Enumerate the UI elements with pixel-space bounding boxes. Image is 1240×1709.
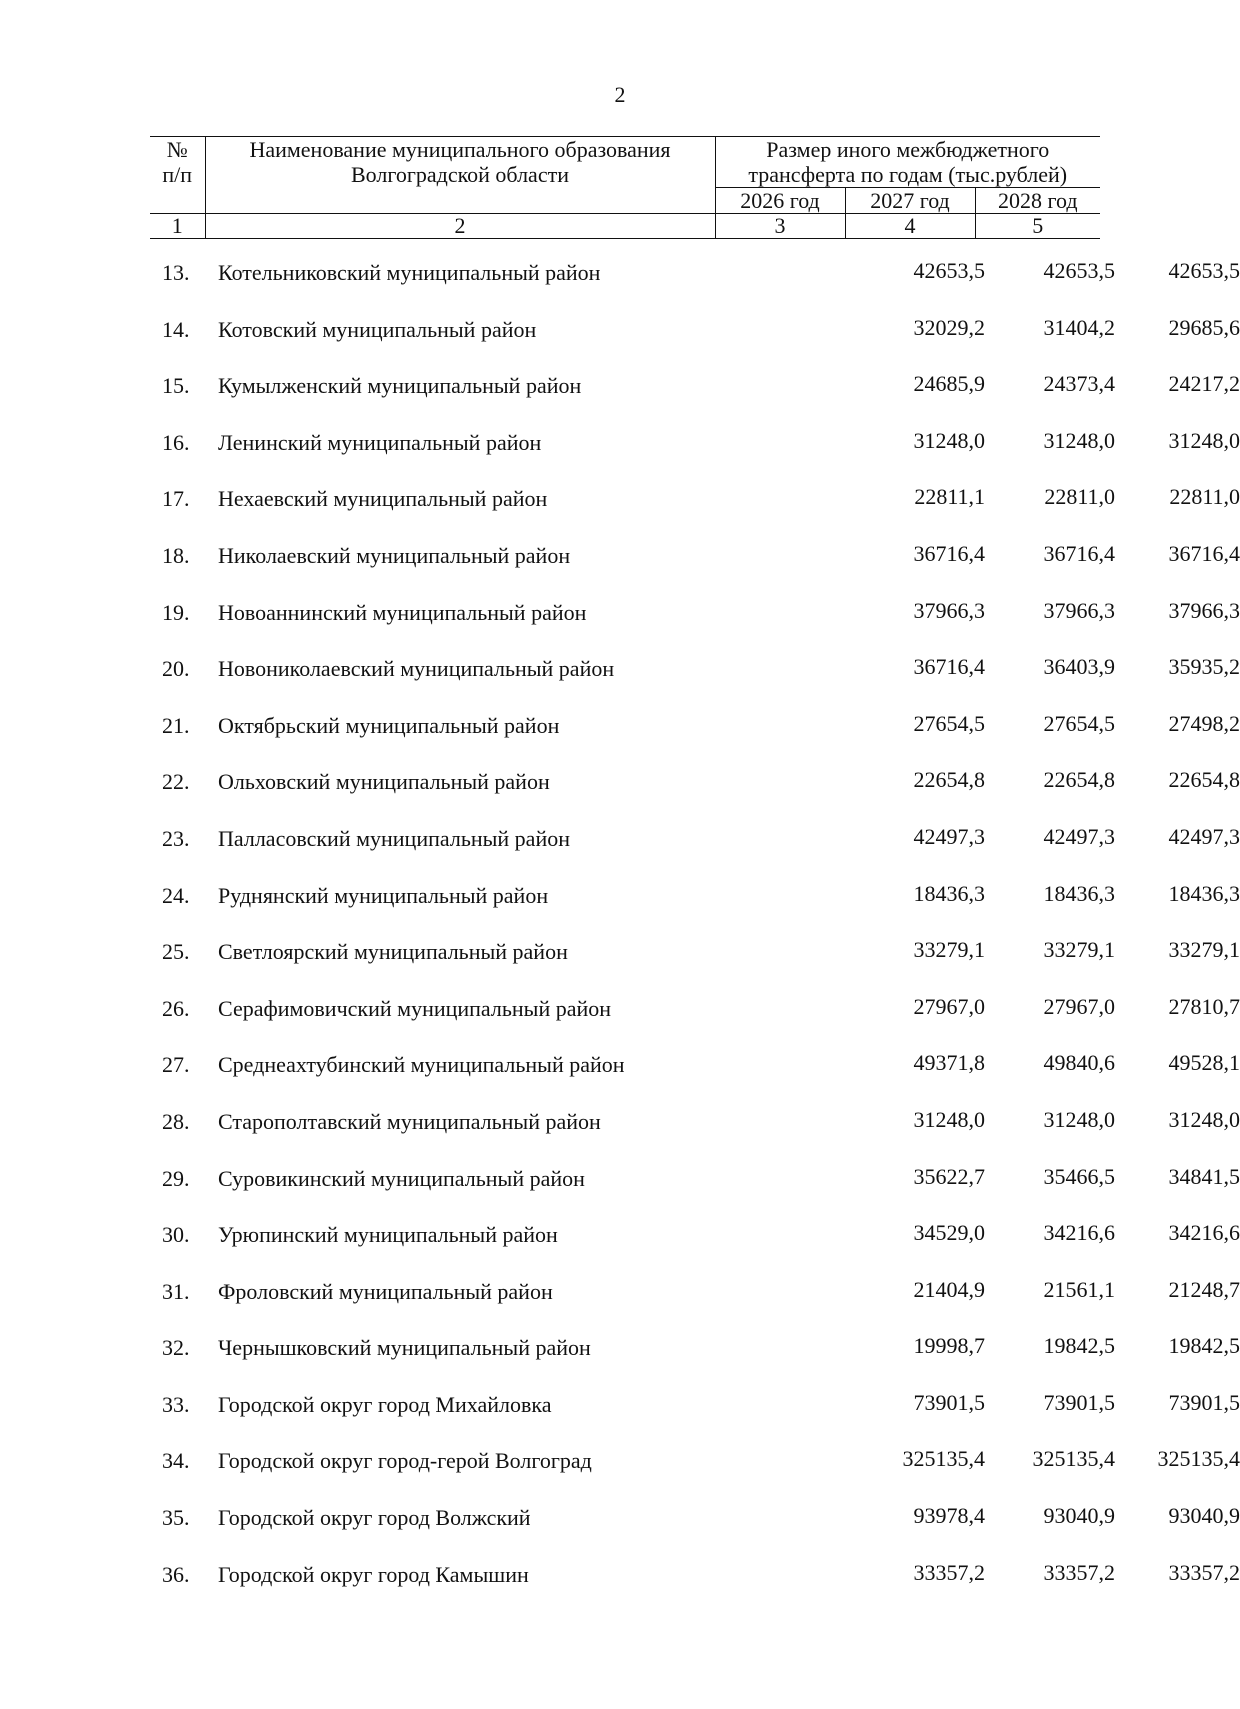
table-row	[150, 418, 1240, 475]
row-value-2026: 24685,9	[913, 371, 985, 397]
table-row	[150, 927, 1240, 984]
row-value-2026: 27967,0	[913, 993, 985, 1019]
row-value-2027: 42497,3	[1043, 823, 1115, 849]
row-value-2028: 36716,4	[1168, 540, 1240, 566]
column-number-3: 3	[715, 214, 845, 239]
row-value-2027: 22811,0	[1044, 484, 1115, 510]
row-number: 18.	[162, 542, 190, 568]
row-value-2026: 73901,5	[913, 1389, 985, 1415]
table-row	[150, 871, 1240, 928]
table-row	[150, 814, 1240, 871]
row-name: Нехаевский муниципальный район	[218, 486, 548, 512]
row-value-2028: 24217,2	[1168, 371, 1240, 397]
row-value-2026: 49371,8	[913, 1050, 985, 1076]
header-amount-column	[715, 137, 1100, 188]
row-number: 24.	[162, 882, 190, 908]
row-name: Серафимовичский муниципальный район	[218, 995, 612, 1021]
header-number-abbrev: п/п	[162, 162, 193, 187]
row-number: 17.	[162, 486, 190, 512]
table-row	[150, 1436, 1240, 1493]
row-value-2028: 19842,5	[1168, 1333, 1240, 1359]
header-year-2027: 2027 год	[845, 188, 975, 214]
row-name: Урюпинский муниципальный район	[218, 1222, 558, 1248]
table-row	[150, 701, 1240, 758]
row-value-2028: 93040,9	[1168, 1503, 1240, 1529]
row-value-2028: 31248,0	[1168, 427, 1240, 453]
row-value-2028: 49528,1	[1168, 1050, 1240, 1076]
row-value-2027: 42653,5	[1043, 258, 1115, 283]
row-value-2028: 37966,3	[1168, 597, 1240, 623]
row-number: 27.	[162, 1052, 190, 1078]
row-value-2028: 325135,4	[1157, 1446, 1240, 1472]
row-value-2026: 35622,7	[913, 1163, 985, 1189]
row-value-2028: 27498,2	[1168, 710, 1240, 736]
row-number: 15.	[162, 373, 190, 399]
table-row	[150, 1380, 1240, 1437]
column-number-2: 2	[205, 214, 715, 239]
row-value-2027: 18436,3	[1043, 880, 1115, 906]
row-name: Новониколаевский муниципальный район	[218, 656, 615, 682]
row-value-2028: 22654,8	[1168, 767, 1240, 793]
row-name: Октябрьский муниципальный район	[218, 712, 560, 738]
row-name: Фроловский муниципальный район	[218, 1278, 553, 1304]
table-row	[150, 1097, 1240, 1154]
row-value-2028: 21248,7	[1168, 1276, 1240, 1302]
header-year-2026: 2026 год	[715, 188, 845, 214]
row-value-2027: 27654,5	[1043, 710, 1115, 736]
row-value-2027: 33279,1	[1043, 937, 1115, 963]
table-row	[150, 248, 1240, 305]
row-value-2027: 34216,6	[1043, 1220, 1115, 1246]
row-value-2027: 36716,4	[1043, 540, 1115, 566]
row-value-2027: 49840,6	[1043, 1050, 1115, 1076]
page-number: 2	[614, 82, 626, 107]
row-value-2028: 35935,2	[1168, 654, 1240, 680]
row-name: Новоаннинский муниципальный район	[218, 599, 587, 625]
row-value-2028: 18436,3	[1168, 880, 1240, 906]
header-name-column	[205, 137, 715, 214]
row-value-2026: 42497,3	[913, 823, 985, 849]
row-value-2027: 325135,4	[1032, 1446, 1115, 1472]
row-value-2028: 33357,2	[1168, 1559, 1240, 1585]
row-value-2026: 21404,9	[913, 1276, 985, 1302]
row-name: Среднеахтубинский муниципальный район	[218, 1052, 625, 1078]
row-number: 34.	[162, 1448, 190, 1474]
row-name: Котовский муниципальный район	[218, 316, 537, 342]
row-number: 23.	[162, 825, 190, 851]
table-row	[150, 644, 1240, 701]
row-value-2027: 27967,0	[1043, 993, 1115, 1019]
row-value-2026: 18436,3	[913, 880, 985, 906]
table-row	[150, 474, 1240, 531]
row-value-2028: 22811,0	[1169, 484, 1240, 510]
row-number: 25.	[162, 939, 190, 965]
table-row	[150, 1154, 1240, 1211]
row-value-2028: 29685,6	[1168, 314, 1240, 340]
row-number: 20.	[162, 656, 190, 682]
row-value-2027: 22654,8	[1043, 767, 1115, 793]
table-row	[150, 588, 1240, 645]
table-row	[150, 361, 1240, 418]
row-value-2026: 32029,2	[913, 314, 985, 340]
row-name: Городской округ город Волжский	[218, 1505, 531, 1531]
table-row	[150, 1323, 1240, 1380]
header-number-column	[150, 137, 205, 214]
header-year-2028: 2028 год	[975, 188, 1100, 214]
row-number: 32.	[162, 1335, 190, 1361]
row-value-2027: 35466,5	[1043, 1163, 1115, 1189]
row-value-2027: 31404,2	[1043, 314, 1115, 340]
row-name: Суровикинский муниципальный район	[218, 1165, 585, 1191]
row-value-2028: 33279,1	[1168, 937, 1240, 963]
table-row	[150, 757, 1240, 814]
row-name: Николаевский муниципальный район	[218, 542, 571, 568]
row-value-2026: 36716,4	[913, 540, 985, 566]
table-row	[150, 1210, 1240, 1267]
row-value-2027: 37966,3	[1043, 597, 1115, 623]
header-amount-line2: трансферта по годам (тыс.рублей)	[748, 162, 1068, 187]
row-number: 26.	[162, 995, 190, 1021]
row-name: Ленинский муниципальный район	[218, 429, 542, 455]
row-name: Городской округ город-герой Волгоград	[218, 1448, 592, 1474]
row-number: 13.	[162, 260, 190, 285]
row-name: Старополтавский муниципальный район	[218, 1108, 601, 1134]
row-value-2028: 31248,0	[1168, 1106, 1240, 1132]
table-row	[150, 1550, 1240, 1607]
row-value-2026: 22811,1	[914, 484, 985, 510]
header-name-line2: Волгоградской области	[351, 162, 569, 187]
row-value-2028: 34841,5	[1168, 1163, 1240, 1189]
row-value-2026: 42653,5	[913, 258, 985, 283]
row-number: 35.	[162, 1505, 190, 1531]
row-value-2028: 42497,3	[1168, 823, 1240, 849]
row-number: 30.	[162, 1222, 190, 1248]
column-number-5: 5	[975, 214, 1100, 239]
row-value-2026: 31248,0	[913, 1106, 985, 1132]
row-value-2028: 73901,5	[1168, 1389, 1240, 1415]
row-value-2027: 21561,1	[1043, 1276, 1115, 1302]
row-number: 14.	[162, 316, 190, 342]
row-value-2026: 33357,2	[913, 1559, 985, 1585]
row-value-2026: 93978,4	[913, 1503, 985, 1529]
row-value-2027: 73901,5	[1043, 1389, 1115, 1415]
row-value-2027: 24373,4	[1043, 371, 1115, 397]
row-value-2027: 93040,9	[1043, 1503, 1115, 1529]
row-name: Палласовский муниципальный район	[218, 825, 570, 851]
row-value-2026: 37966,3	[913, 597, 985, 623]
header-amount-line1: Размер иного межбюджетного	[766, 137, 1050, 162]
row-value-2028: 42653,5	[1168, 258, 1240, 283]
row-number: 28.	[162, 1108, 190, 1134]
row-value-2027: 36403,9	[1043, 654, 1115, 680]
row-value-2026: 27654,5	[913, 710, 985, 736]
table-row	[150, 1267, 1240, 1324]
row-value-2027: 31248,0	[1043, 1106, 1115, 1132]
table-body	[150, 248, 1240, 1606]
row-value-2026: 33279,1	[913, 937, 985, 963]
table-row	[150, 531, 1240, 588]
row-number: 21.	[162, 712, 190, 738]
row-value-2027: 33357,2	[1043, 1559, 1115, 1585]
row-value-2026: 22654,8	[913, 767, 985, 793]
row-value-2026: 34529,0	[913, 1220, 985, 1246]
row-number: 16.	[162, 429, 190, 455]
header-name-line1: Наименование муниципального образования	[249, 137, 671, 162]
row-name: Городской округ город Камышин	[218, 1561, 529, 1587]
row-name: Руднянский муниципальный район	[218, 882, 549, 908]
row-value-2027: 31248,0	[1043, 427, 1115, 453]
table-header	[150, 136, 1100, 239]
table-row	[150, 984, 1240, 1041]
table-row	[150, 305, 1240, 362]
header-number-sign: №	[166, 137, 188, 162]
row-name: Кумылженский муниципальный район	[218, 373, 582, 399]
row-number: 19.	[162, 599, 190, 625]
row-value-2026: 36716,4	[913, 654, 985, 680]
row-value-2026: 31248,0	[913, 427, 985, 453]
row-value-2027: 19842,5	[1043, 1333, 1115, 1359]
row-name: Чернышковский муниципальный район	[218, 1335, 591, 1361]
row-value-2028: 27810,7	[1168, 993, 1240, 1019]
table-row	[150, 1493, 1240, 1550]
row-value-2028: 34216,6	[1168, 1220, 1240, 1246]
table-row	[150, 1040, 1240, 1097]
column-number-1: 1	[150, 214, 205, 239]
row-number: 36.	[162, 1561, 190, 1587]
row-value-2026: 325135,4	[902, 1446, 985, 1472]
row-number: 33.	[162, 1391, 190, 1417]
row-value-2026: 19998,7	[913, 1333, 985, 1359]
row-name: Городской округ город Михайловка	[218, 1391, 552, 1417]
row-number: 22.	[162, 769, 190, 795]
row-number: 29.	[162, 1165, 190, 1191]
row-name: Котельниковский муниципальный район	[218, 260, 601, 285]
row-number: 31.	[162, 1278, 190, 1304]
row-name: Ольховский муниципальный район	[218, 769, 550, 795]
row-name: Светлоярский муниципальный район	[218, 939, 568, 965]
column-number-4: 4	[845, 214, 975, 239]
